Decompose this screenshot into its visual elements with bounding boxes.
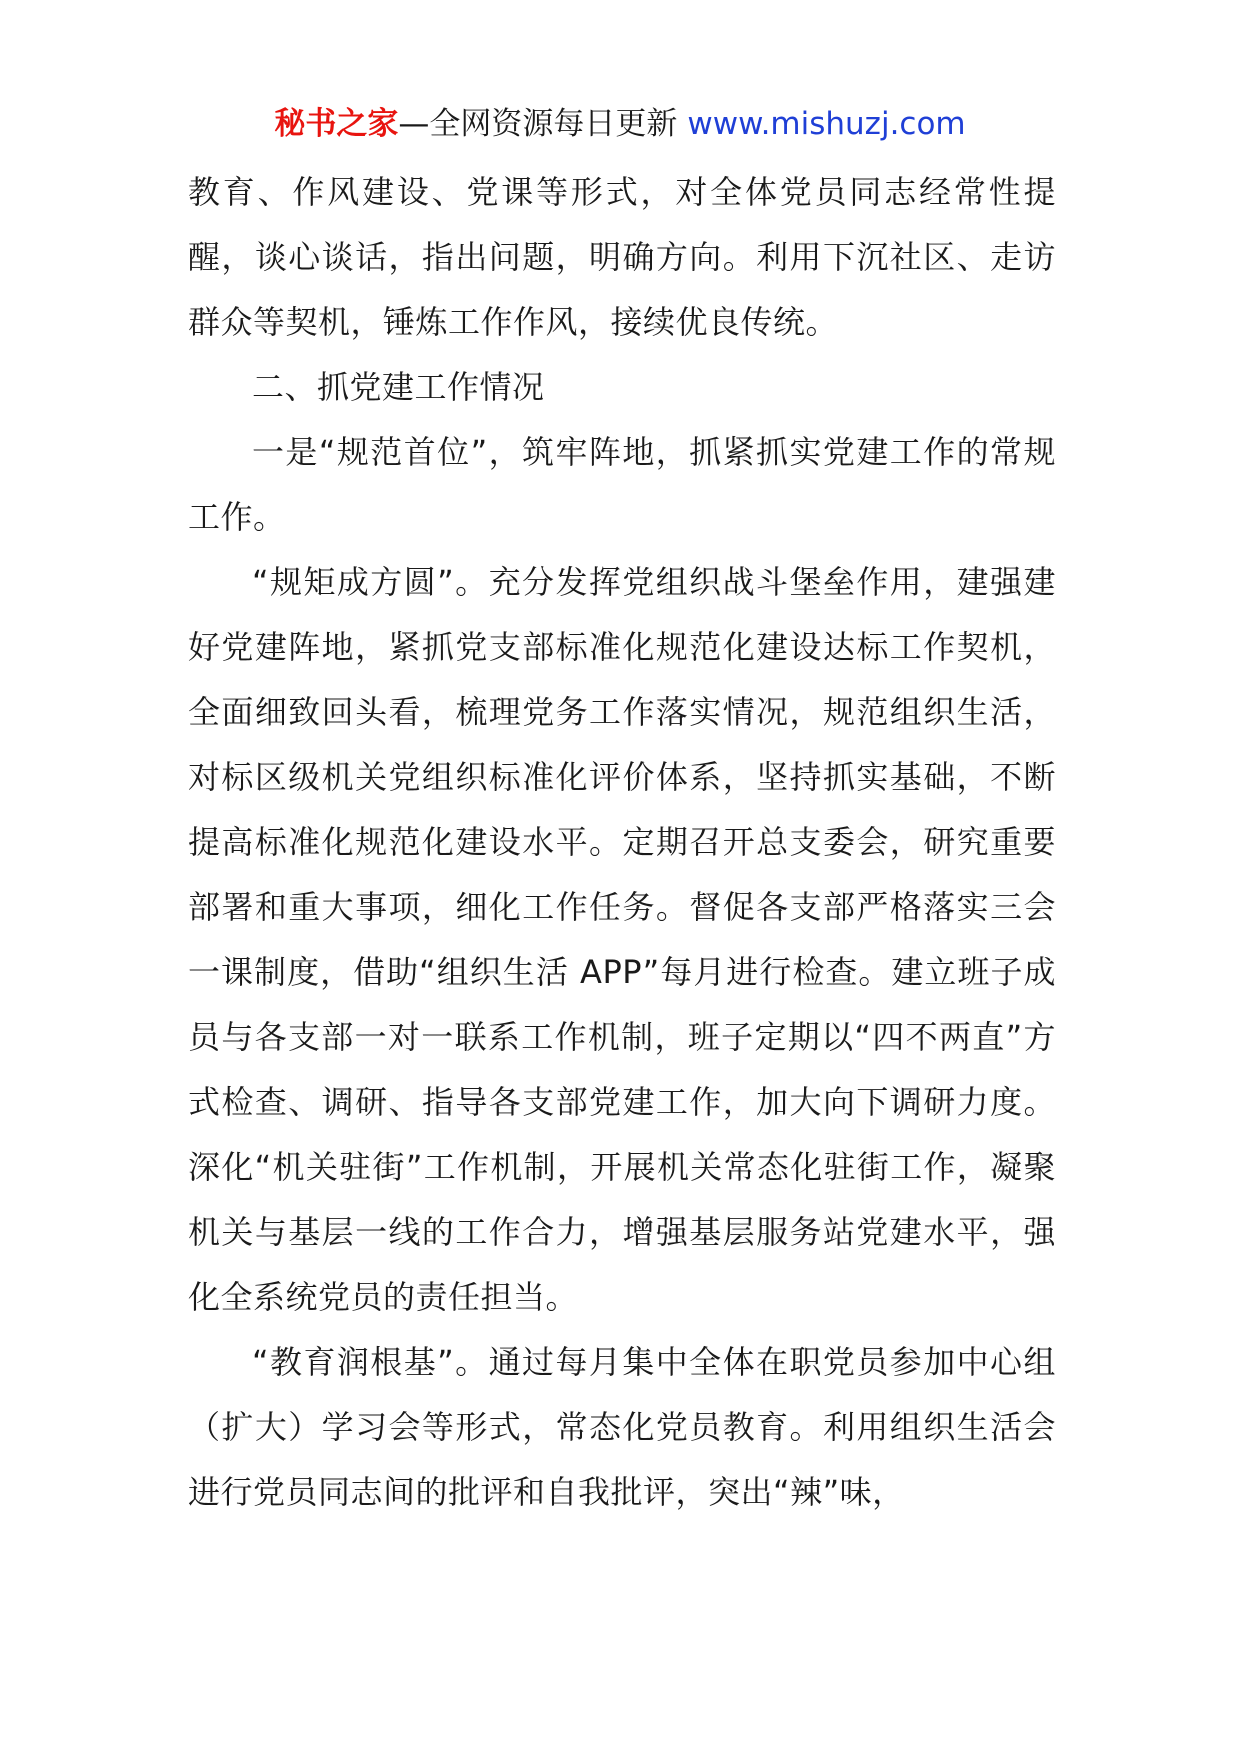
site-header bbox=[0, 104, 1240, 144]
subheading-paragraph: 一是“规范首位”，筑牢阵地，抓紧抓实党建工作的常规工作。 bbox=[188, 433, 1056, 536]
body-paragraph: “规矩成方圆”。充分发挥党组织战斗堡垒作用，建强建好党建阵地，紧抓党支部标准化规范化建设达标工作契机，全面细致回头看，梳理党务工作落实情况，规范组织生活，对标区级机关党组织标准化评价体系，坚持抓实基础，不断提高标准化规范化建设水平。定期召开总支委会，研究重要部署和重大事项，细化工作任务。督促各支部严格落实三会一课制度，借助“组织生活 APP”每月进行检查。建立班子成员与各支部一对一联系工作机制，班子定期以“四不两直”方式检查、调研、指导各支部党建工作，加大向下调研力度。深化“机关驻街”工作机制，开展机关常态化驻街工作，凝聚机关与基层一线的工作合力，增强基层服务站党建水平，强化全系统党员的责任担当。 bbox=[188, 563, 1056, 1316]
site-url-link[interactable]: www.mishuzj.com bbox=[687, 106, 966, 142]
section-heading: 二、抓党建工作情况 bbox=[252, 368, 545, 406]
brand-name[interactable]: 秘书之家 bbox=[274, 106, 399, 142]
body-paragraph: “教育润根基”。通过每月集中全体在职党员参加中心组（扩大）学习会等形式，常态化党员教育。利用组织生活会进行党员同志间的批评和自我批评，突出“辣”味， bbox=[188, 1343, 1056, 1511]
paragraph-continued: 教育、作风建设、党课等形式，对全体党员同志经常性提醒，谈心谈话，指出问题，明确方向。利用下沉社区、走访群众等契机，锤炼工作作风，接续优良传统。 bbox=[188, 173, 1056, 341]
document-body bbox=[188, 160, 1056, 1525]
header-slogan: —全网资源每日更新 bbox=[398, 106, 678, 142]
